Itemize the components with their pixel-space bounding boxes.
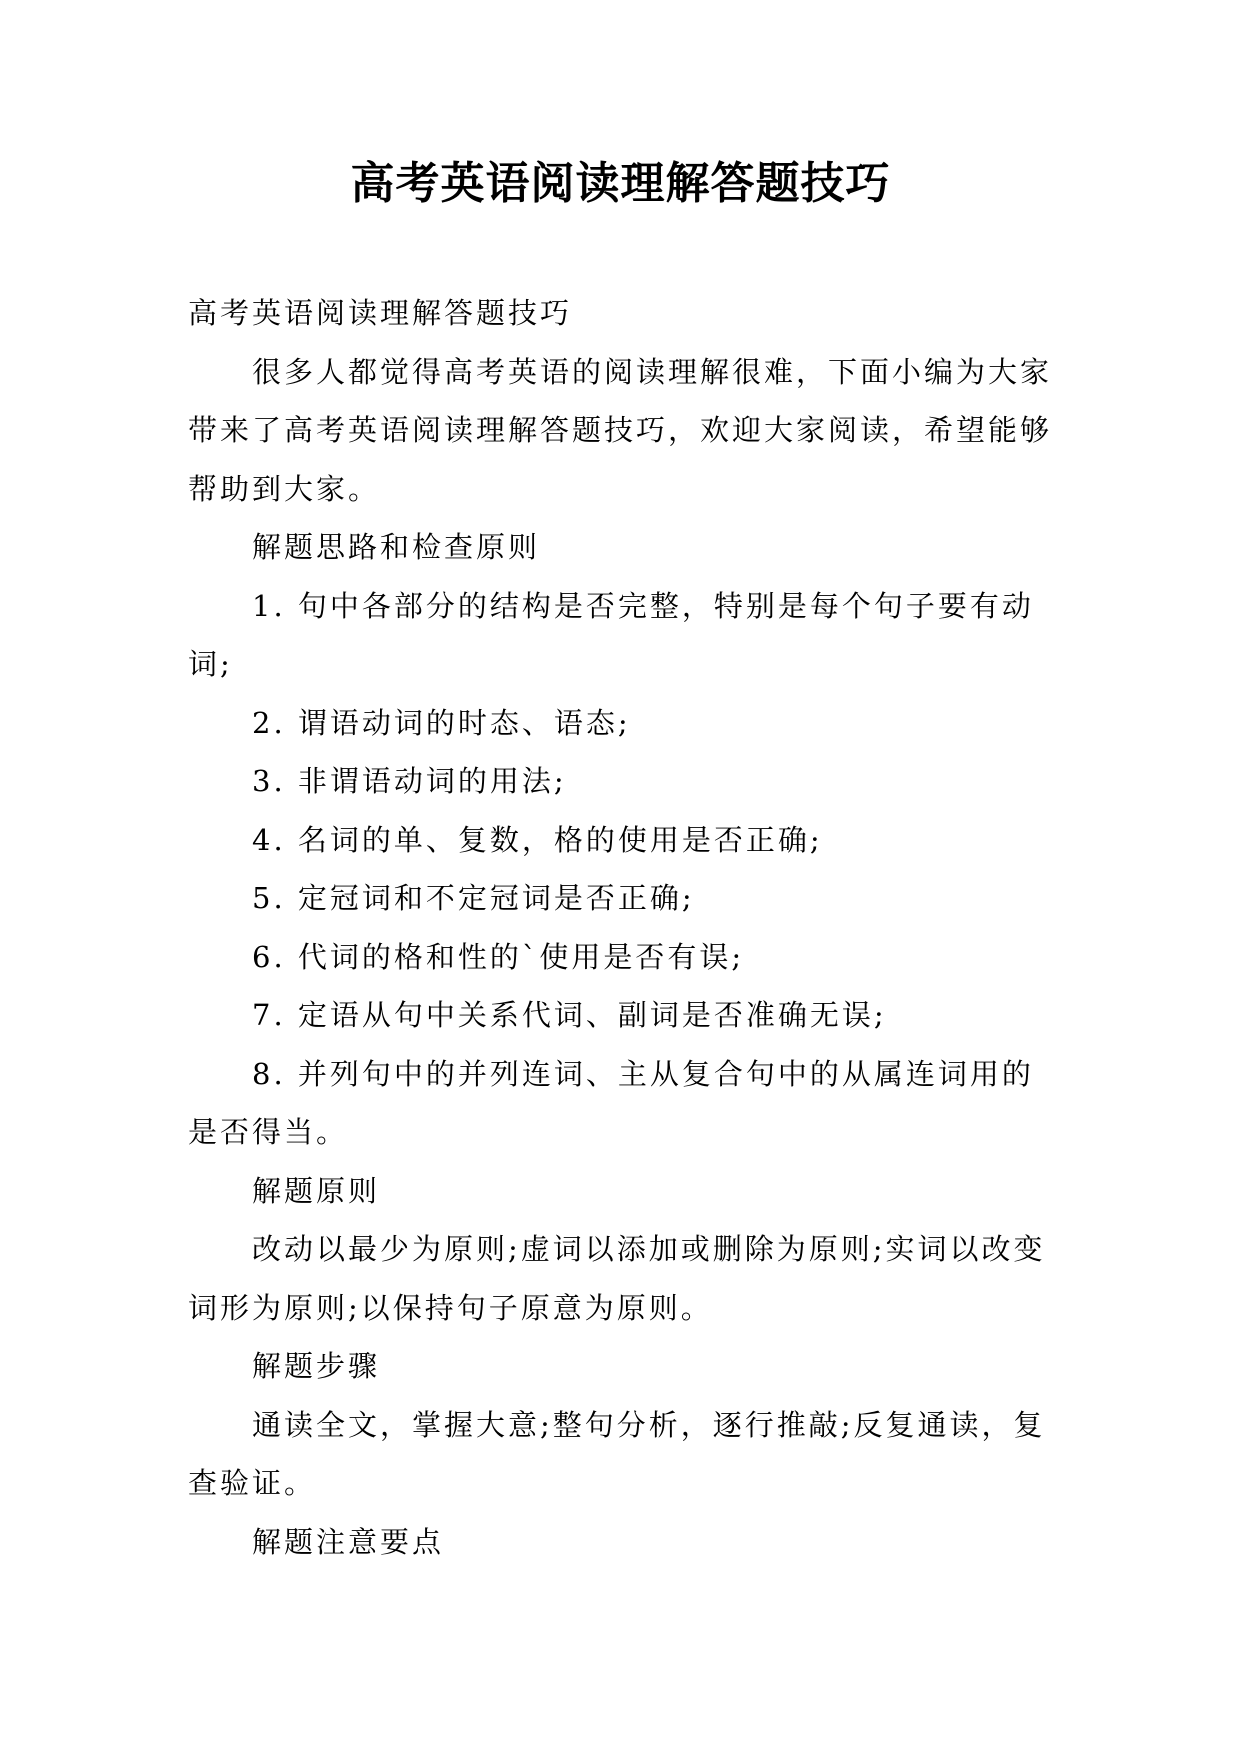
section-heading-steps: 解题步骤 <box>252 1349 381 1383</box>
paragraph-steps: 通读全文，掌握大意;整句分析，逐行推敲;反复通读，复查验证。 <box>188 1407 1046 1500</box>
document-title: 高考英语阅读理解答题技巧 <box>350 158 891 209</box>
list-item-2: 2. 谓语动词的时态、语态; <box>252 705 631 740</box>
paragraph-intro: 很多人都觉得高考英语的阅读理解很难，下面小编为大家带来了高考英语阅读理解答题技巧，欢迎大家阅读，希望能够帮助到大家。 <box>188 354 1053 506</box>
paragraph-subtitle: 高考英语阅读理解答题技巧 <box>188 296 573 330</box>
section-heading-notes: 解题注意要点 <box>252 1524 445 1559</box>
section-heading-principles: 解题原则 <box>252 1173 381 1208</box>
section-heading-approach: 解题思路和检查原则 <box>252 530 541 564</box>
list-item-6: 6. 代词的格和性的`使用是否有误; <box>252 939 745 974</box>
paragraph-principles: 改动以最少为原则;虚词以添加或删除为原则;实词以改变词形为原则;以保持句子原意为原则。 <box>188 1232 1046 1325</box>
list-item-7: 7. 定语从句中关系代词、副词是否准确无误; <box>252 998 887 1032</box>
list-item-8: 8. 并列句中的并列连词、主从复合句中的从属连词用的是否得当。 <box>188 1056 1034 1149</box>
list-item-4: 4. 名词的单、复数，格的使用是否正确; <box>252 822 823 857</box>
list-item-1: 1. 句中各部分的结构是否完整，特别是每个句子要有动词; <box>188 588 1034 681</box>
list-item-5: 5. 定冠词和不定冠词是否正确; <box>252 881 695 915</box>
document-body <box>188 284 1056 1571</box>
list-item-3: 3. 非谓语动词的用法; <box>252 764 567 798</box>
